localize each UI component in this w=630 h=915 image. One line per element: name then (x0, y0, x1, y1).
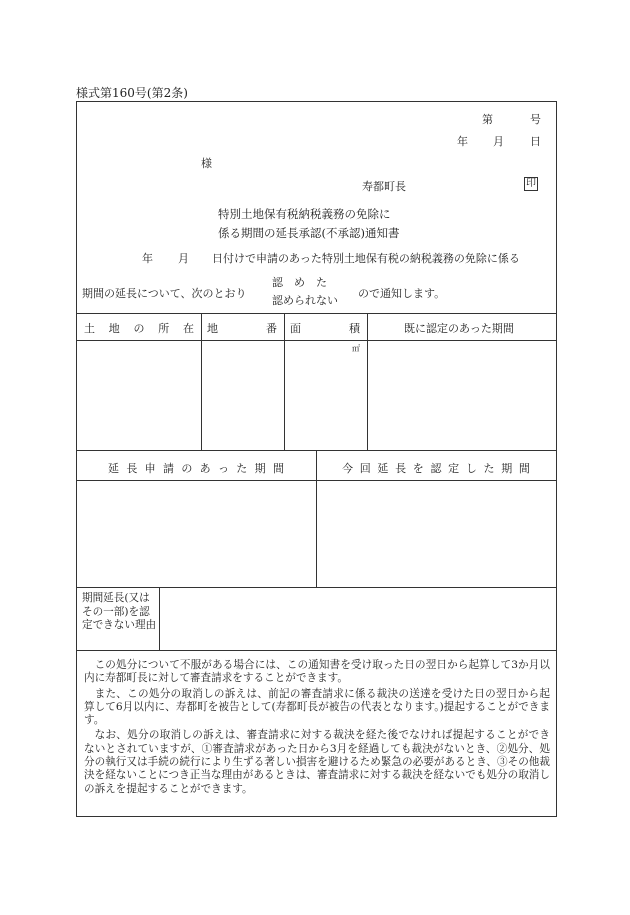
table1-divider-1 (201, 313, 202, 450)
header-char: 土 (84, 322, 95, 335)
header-char: 所 (158, 322, 170, 335)
area-unit: ㎡ (352, 344, 360, 353)
table1-header-area (290, 320, 360, 336)
addressee-suffix: 様 (201, 157, 212, 170)
header-char: 今 (342, 462, 353, 475)
table1-header-lot (207, 320, 277, 336)
header-char: 長 (126, 462, 138, 475)
header-char: を (412, 462, 424, 475)
header-char: 期 (501, 462, 513, 475)
header-char: あ (199, 462, 211, 475)
header-char: っ (217, 462, 229, 475)
table1-top-border (76, 313, 557, 314)
table1-header-prior-period: 既に認定のあった期間 (404, 322, 514, 335)
note-paragraph-3: なお、処分の取消しの訴えは、審査請求に対する裁決を経た後でなければ提起することができないとされていますが、①審査請求があった日から3月を経過しても裁決がないとき、②処分、処分の執行又は手続の続行により生ずる著しい損害を避けるため緊急の必要があるとき、③その他裁決を経ないことにつき正当な理由があるときは、審査請求に対する裁決を経ないでも処分の取消しの訴えを提起することができます。 (84, 729, 550, 795)
table1-header-location (84, 320, 194, 336)
body-line2-suffix: ので通知します。 (358, 287, 446, 300)
header-char: 延 (377, 462, 389, 475)
header-char: た (236, 462, 248, 475)
header-char: 面 (290, 322, 301, 335)
header-char: 地 (108, 322, 120, 335)
header-char: 請 (162, 462, 174, 475)
table2-header-approved (342, 460, 530, 476)
header-char: 間 (272, 462, 284, 475)
document-title-line2: 係る期間の延長承認(不承認)通知書 (218, 226, 400, 240)
header-char: 申 (144, 462, 156, 475)
table1-divider-3 (367, 313, 368, 450)
body-line2-prefix: 期間の延長について、次のとおり (82, 287, 247, 300)
header-char: 間 (518, 462, 530, 475)
header-char: の (181, 462, 193, 475)
header-char: 在 (183, 322, 194, 335)
header-char: し (465, 462, 477, 475)
header-char: 定 (448, 462, 460, 475)
header-char: 期 (254, 462, 266, 475)
date-day: 日 (530, 135, 541, 148)
header-char: 番 (266, 322, 277, 335)
table1-header-border (76, 340, 557, 341)
header-char: 回 (359, 462, 371, 475)
table2-divider (316, 450, 317, 587)
date-year: 年 (457, 135, 468, 148)
header-char: 認 (430, 462, 442, 475)
legal-notes (84, 659, 550, 798)
body-month: 月 (178, 252, 189, 265)
choice-deny: 認められない (272, 294, 338, 307)
note-paragraph-1: この処分について不服がある場合には、この通知書を受け取った日の翌日から起算して3か月以内に寿都町長に対して審査請求をすることができます。 (84, 659, 550, 685)
form-number: 様式第160号(第2条) (76, 86, 188, 100)
date-month: 月 (493, 135, 504, 148)
body-line1-text: 日付けで申請のあった特別土地保有税の納税義務の免除に係る (212, 252, 520, 265)
seal-mark: 印 (526, 178, 536, 189)
doc-number-suffix: 号 (530, 113, 541, 126)
header-char: 積 (349, 322, 360, 335)
header-char: た (483, 462, 495, 475)
note-paragraph-2: また、この処分の取消しの訴えは、前記の審査請求に係る裁決の送達を受けた日の翌日から起算して6月以内に、寿都町を被告として(寿都町長が被告の代表となります。)提起することができます。 (84, 687, 550, 727)
header-char: 延 (108, 462, 119, 475)
reason-divider (159, 587, 160, 650)
table2-bottom-border (76, 587, 557, 588)
doc-number-prefix: 第 (482, 113, 493, 126)
issuer-name: 寿都町長 (362, 180, 406, 193)
reason-bottom-border (76, 650, 557, 651)
body-year: 年 (142, 252, 153, 265)
reason-label: 期間延長(又はその一部)を認定できない理由 (82, 592, 157, 631)
document-title-line1: 特別土地保有税納税義務の免除に (218, 207, 391, 221)
table1-divider-2 (284, 313, 285, 450)
choice-approve: 認 め た (272, 276, 327, 289)
header-char: 長 (395, 462, 407, 475)
table2-header-requested (108, 460, 284, 476)
header-char: 地 (207, 322, 218, 335)
header-char: の (133, 322, 145, 335)
